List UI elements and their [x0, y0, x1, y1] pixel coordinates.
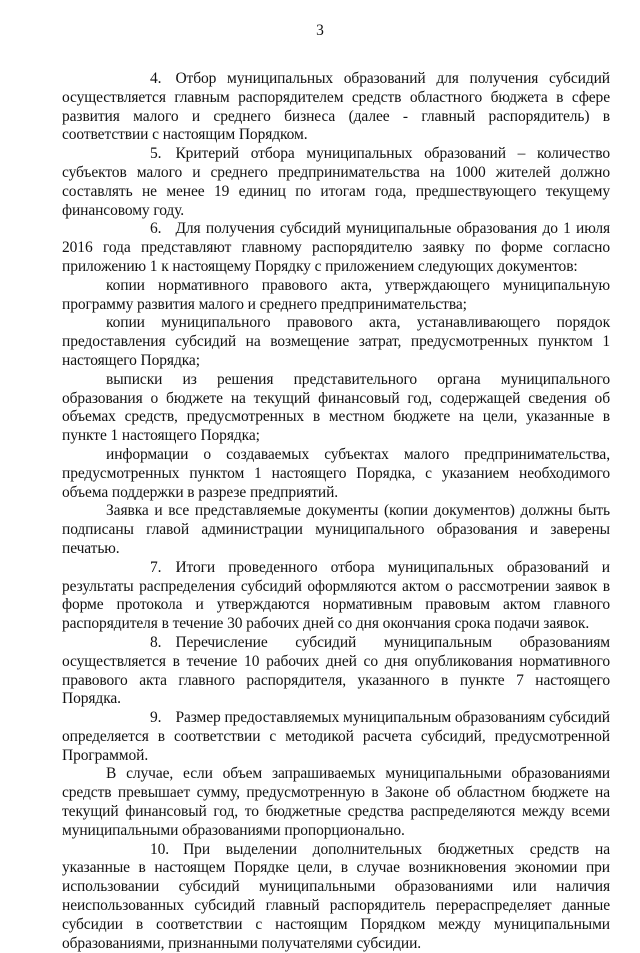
paragraph-9 [62, 709, 610, 765]
paragraph-number: 10. [150, 840, 170, 858]
paragraph-application-signature [62, 502, 610, 558]
paragraph-number: 5. [150, 145, 162, 163]
paragraph-text: Для получения субсидий муниципальные образования до 1 июля 2016 года представляют главному распорядителю заявку по форме согласно приложению 1 к настоящему Порядку с приложением следующих документов: [62, 220, 610, 275]
paragraph-number: 6. [150, 220, 162, 238]
paragraph-proportional-distribution [62, 765, 610, 840]
paragraph-number: 8. [150, 633, 162, 651]
list-item-business-info [62, 446, 610, 502]
paragraph-text: выписки из решения представительного органа муниципального образования о бюджете на текущий финансовый год, содержащей сведения об объемах средств, предусмотренных в местном бюджете на цели, указанные в пункте 1 настоящего Порядка; [62, 370, 610, 445]
paragraph-text: Критерий отбора муниципальных образований – количество субъектов малого и среднего предпринимательства на 1000 жителей должно составлять не менее 19 единиц по итогам года, предшествующего текущему финансовому году. [62, 145, 610, 219]
paragraph-text: Отбор муниципальных образований для получения субсидий осуществляется главным распорядителем средств областного бюджета в сфере развития малого и среднего бизнеса (далее - главный распорядитель) в соответствии с настоящим Порядком. [62, 70, 610, 144]
paragraph-text: копии нормативного правового акта, утверждающего муниципальную программу развития малого и среднего предпринимательства; [62, 276, 610, 313]
list-item-procedure-copy [62, 314, 610, 370]
paragraph-text: При выделении дополнительных бюджетных средств на указанные в настоящем Порядке цели, в случае возникновения экономии при использовании субсидий муниципальными образованиями или наличия неиспользованных субсидий главный распорядитель перераспределяет данные субсидии в соответствии с настоящим Порядком между муниципальными образованиями, признанными получателями субсидии. [62, 840, 610, 952]
page-number: 3 [316, 22, 324, 39]
paragraph-text: Заявка и все представляемые документы (копии документов) должны быть подписаны главой администрации муниципального образования и заверены печатью. [62, 502, 610, 557]
list-item-budget-extract [62, 371, 610, 446]
paragraph-text: информации о создаваемых субъектах малого предпринимательства, предусмотренных пунктом 1 настоящего Порядка, с указанием необходимого объема поддержки в разрезе предприятий. [62, 445, 610, 501]
paragraph-4 [62, 70, 610, 145]
paragraph-7 [62, 559, 610, 634]
paragraph-6 [62, 220, 610, 276]
paragraph-text: Перечисление субсидий муниципальным образованиям осуществляется в течение 10 рабочих дней со дня опубликования нормативного правового акта главного распорядителя, указанного в пункте 7 настоящего Порядка. [62, 633, 610, 708]
list-item-program-copy [62, 277, 610, 315]
paragraph-number: 7. [150, 558, 162, 576]
paragraph-10 [62, 841, 610, 953]
paragraph-8 [62, 634, 610, 709]
paragraph-text: Итоги проведенного отбора муниципальных образований и результаты распределения субсидий оформляются актом о рассмотрении заявок в форме протокола и утверждаются нормативным правовым актом главного распорядителя в течение 30 рабочих дней со дня окончания срока подачи заявок. [62, 558, 610, 633]
paragraph-text: копии муниципального правового акта, устанавливающего порядок предоставления субсидий на возмещение затрат, предусмотренных пунктом 1 настоящего Порядка; [62, 314, 610, 369]
paragraph-text: Размер предоставляемых муниципальным образованиям субсидий определяется в соответствии с методикой расчета субсидий, предусмотренной Программой. [62, 709, 610, 764]
paragraph-number: 4. [150, 70, 162, 87]
document-body [62, 70, 610, 953]
paragraph-text: В случае, если объем запрашиваемых муниципальными образованиями средств превышает сумму, предусмотренную в Законе об областном бюджете на текущий финансовый год, то бюджетные средства распределяются между всеми муниципальными образованиями пропорционально. [62, 765, 610, 839]
paragraph-5 [62, 145, 610, 220]
paragraph-number: 9. [150, 709, 162, 727]
